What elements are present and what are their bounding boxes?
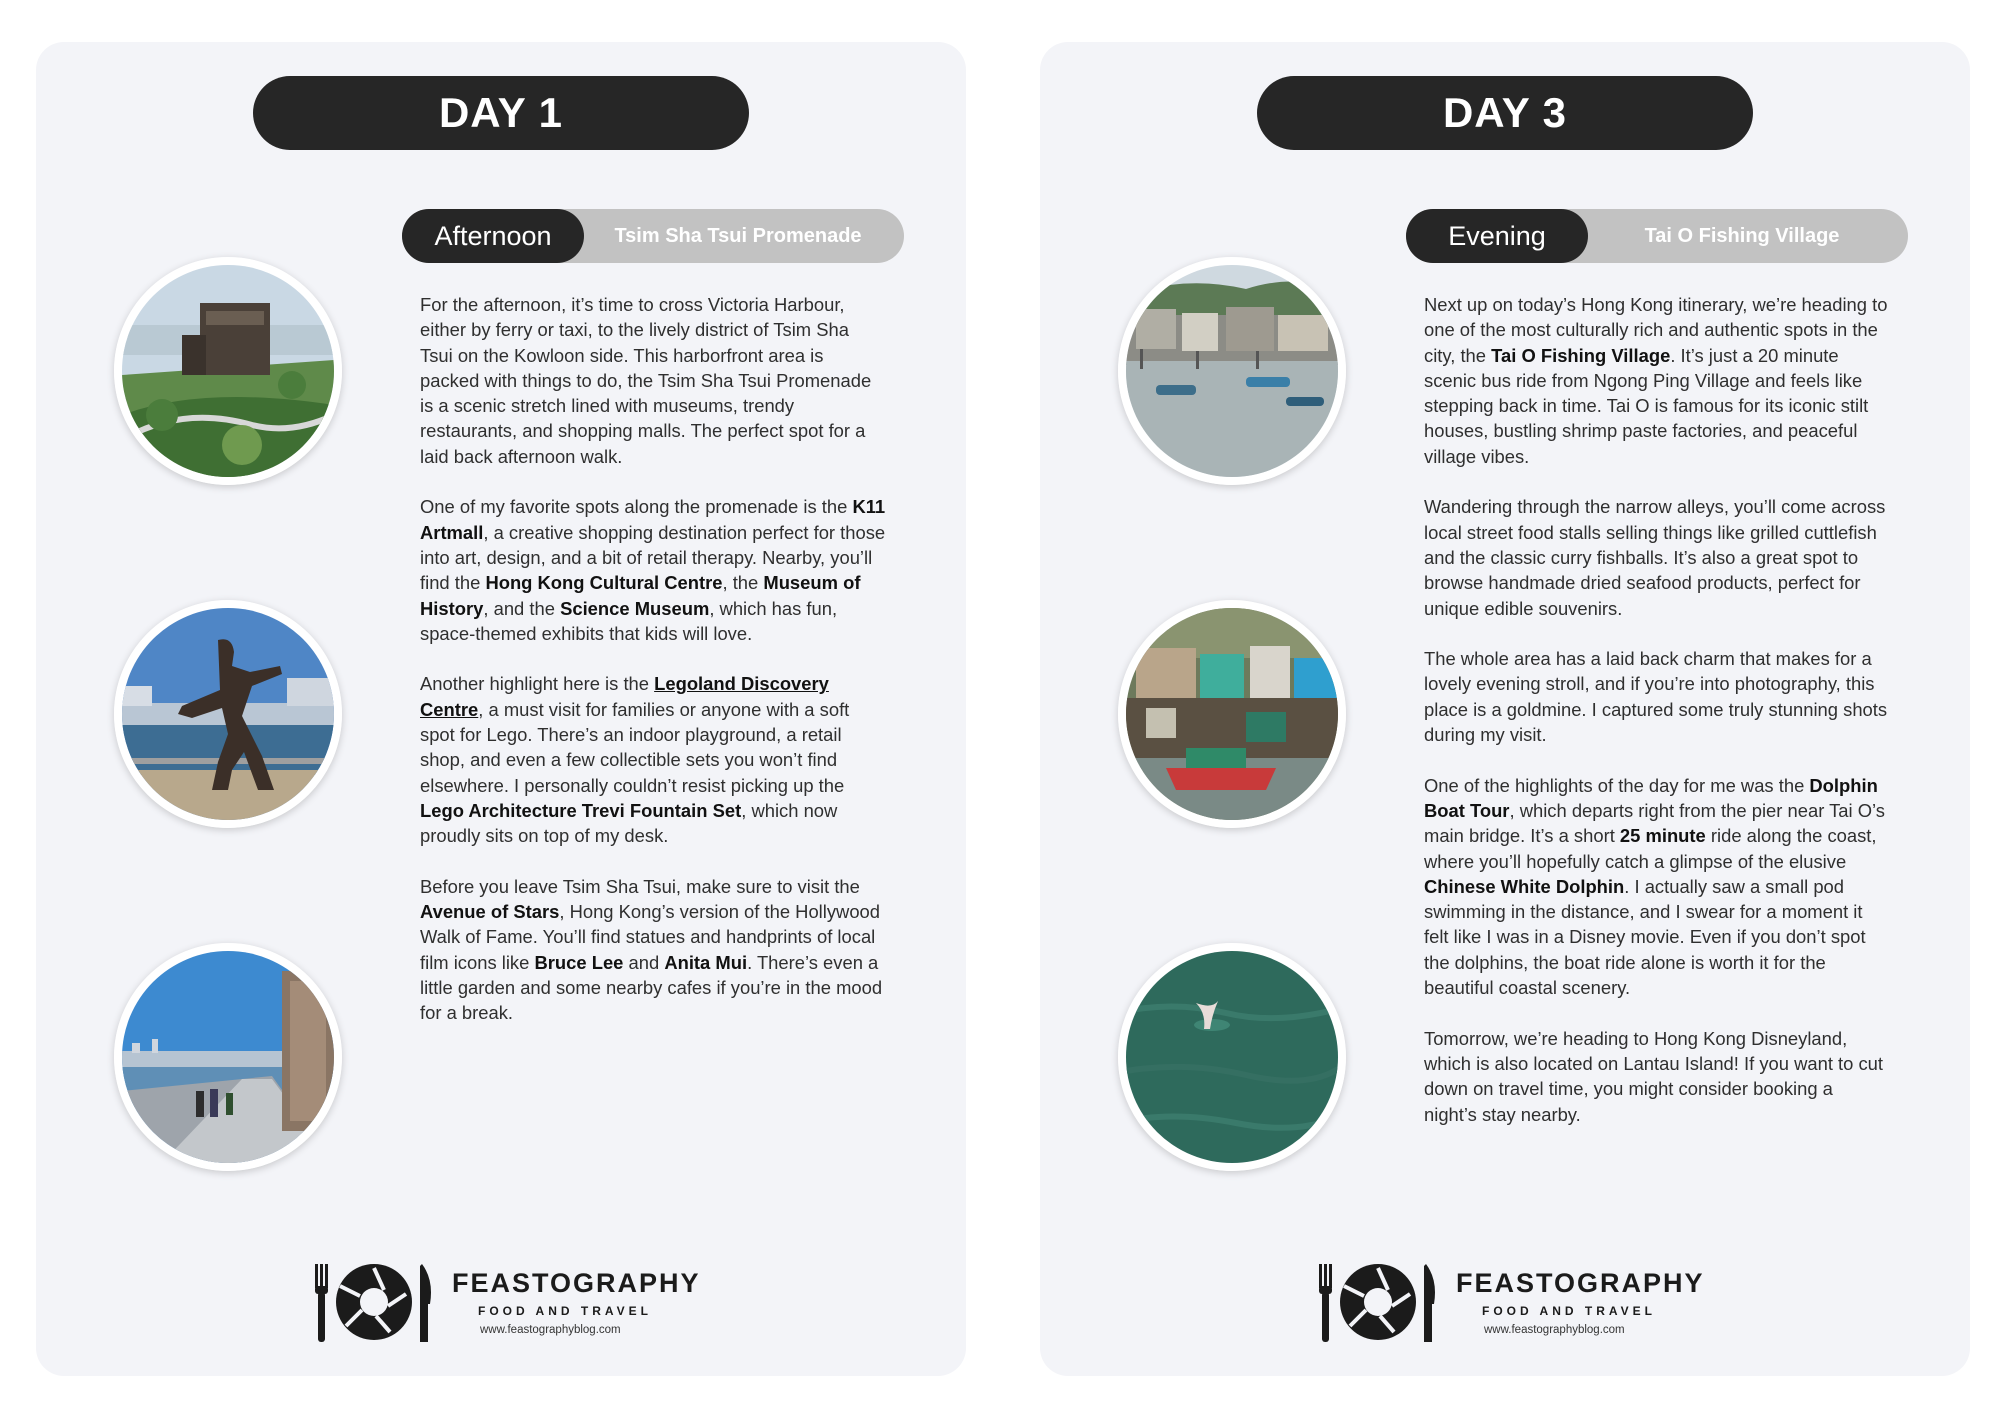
bold-highlight: Chinese White Dolphin	[1424, 875, 1625, 897]
museum-building-photo	[114, 257, 342, 485]
paragraph	[1424, 773, 1890, 1001]
brand-tagline: FOOD AND TRAVEL	[1482, 1304, 1656, 1318]
brand-logo	[310, 1260, 710, 1350]
text-run: Wandering through the narrow alleys, you’ll come across local street food stalls selling things like grilled cuttlefish and the classic curry fishballs. It’s also a great spot to browse handmade dried seafood products, perfect for unique edible souvenirs.	[1424, 496, 1886, 619]
paragraph	[1424, 292, 1890, 469]
location-label: Tsim Sha Tsui Promenade	[614, 224, 862, 247]
bold-highlight: Lego Architecture Trevi Fountain Set	[420, 799, 742, 821]
bold-highlight: Science Museum	[560, 597, 710, 619]
time-of-day-label: Afternoon	[402, 209, 584, 263]
paragraph	[420, 874, 886, 1026]
bold-highlight: K11 Artmall	[420, 496, 886, 543]
bruce-lee-statue-photo	[114, 600, 342, 828]
paragraph	[1424, 1026, 1890, 1127]
paragraph	[1424, 494, 1890, 620]
inline-link[interactable]: Legoland Discovery Centre	[420, 673, 829, 720]
brand-logo	[1314, 1260, 1714, 1350]
brand-url[interactable]: www.feastographyblog.com	[1484, 1324, 1625, 1336]
text-run: Before you leave Tsim Sha Tsui, make sure to visit the	[420, 875, 860, 897]
fork-camera-knife-logo-icon	[1314, 1260, 1446, 1350]
time-location-tag	[1406, 209, 1908, 263]
text-run: . There’s even a little garden and some nearby cafes if you’re in the mood for a break.	[420, 951, 883, 1024]
brand-name: FEASTOGRAPHY	[452, 1268, 701, 1298]
stilt-houses-photo	[1118, 257, 1346, 485]
text-run: Next up on today’s Hong Kong itinerary, we’re heading to one of the most culturally rich and authentic spots in the city, the	[1424, 294, 1888, 366]
time-of-day-label: Evening	[1406, 209, 1588, 263]
bold-highlight: Bruce Lee	[534, 951, 624, 973]
text-run: One of my favorite spots along the promenade is the	[420, 496, 853, 518]
paragraph	[420, 292, 886, 469]
harbour-promenade-photo	[114, 943, 342, 1171]
text-run: Tomorrow, we’re heading to Hong Kong Disneyland, which is also located on Lantau Island! If you want to cut down on travel time, you might consider booking a night’s stay nearby.	[1424, 1027, 1884, 1125]
text-run: , which now proudly sits on top of my desk.	[420, 799, 838, 847]
text-run: ride along the coast, where you’ll hopefully catch a glimpse of the elusive	[1424, 825, 1877, 872]
location-label: Tai O Fishing Village	[1644, 224, 1840, 247]
paragraph	[1424, 646, 1890, 747]
brand-tagline: FOOD AND TRAVEL	[478, 1304, 652, 1318]
text-run: The whole area has a laid back charm that makes for a lovely evening stroll, and if you’re into photography, this place is a goldmine. I captured some truly stunning shots during my visit.	[1424, 648, 1888, 746]
itinerary-page-day-3	[1040, 42, 1970, 1376]
text-run: , the	[722, 572, 764, 594]
text-run: , a must visit for families or anyone with a soft spot for Lego. There’s an indoor playground, a retail shop, and even a few collectible sets you won’t find elsewhere. I personally couldn’t resist picking up the	[420, 698, 850, 796]
fishing-village-boats-photo	[1118, 600, 1346, 828]
article-text	[420, 292, 886, 1051]
text-run: , which departs right from the pier near Tai O’s main bridge. It’s a short	[1424, 799, 1885, 847]
time-location-tag	[402, 209, 904, 263]
bold-highlight: Hong Kong Cultural Centre	[485, 572, 723, 594]
day-title: DAY 1	[253, 76, 749, 150]
bold-highlight: Museum of History	[420, 572, 861, 619]
fork-camera-knife-logo-icon	[310, 1260, 442, 1350]
text-run: . It’s just a 20 minute scenic bus ride from Ngong Ping Village and feels like stepping back in time. Tai O is famous for its iconic stilt houses, bustling shrimp paste factories, and peaceful village vibes.	[1424, 344, 1869, 467]
paragraph	[420, 671, 886, 848]
bold-highlight: Anita Mui	[664, 951, 748, 973]
text-run: Another highlight here is the	[420, 673, 655, 695]
text-run: One of the highlights of the day for me was the	[1424, 774, 1810, 796]
article-text	[1424, 292, 1890, 1152]
brand-url[interactable]: www.feastographyblog.com	[480, 1324, 621, 1336]
text-run: , which has fun, space-themed exhibits that kids will love.	[420, 597, 838, 644]
bold-highlight: Tai O Fishing Village	[1491, 344, 1671, 366]
day-title: DAY 3	[1257, 76, 1753, 150]
bold-highlight: Dolphin Boat Tour	[1424, 774, 1878, 821]
text-run: For the afternoon, it’s time to cross Victoria Harbour, either by ferry or taxi, to the lively district of Tsim Sha Tsui on the Kowloon side. This harborfront area is packed with things to do, the Tsim Sha Tsui Promenade is a scenic stretch lined with museums, trendy restaurants, and shopping malls. The perfect spot for a laid back afternoon walk.	[420, 294, 872, 467]
paragraph	[420, 494, 886, 646]
bold-highlight: 25 minute	[1619, 825, 1706, 847]
white-dolphin-photo	[1118, 943, 1346, 1171]
text-run: and	[623, 951, 665, 973]
text-run: . I actually saw a small pod swimming in the distance, and I swear for a moment it felt like I was in a Disney movie. Even if you don’t spot the dolphins, the boat ride alone is worth it for the beautiful coastal scenery.	[1424, 875, 1866, 999]
text-run: , and the	[483, 597, 561, 619]
text-run: , Hong Kong’s version of the Hollywood Walk of Fame. You’ll find statues and handprints of local film icons like	[420, 901, 881, 973]
bold-highlight: Avenue of Stars	[420, 901, 560, 923]
text-run: , a creative shopping destination perfect for those into art, design, and a bit of retail therapy. Nearby, you’ll find the	[420, 521, 886, 594]
brand-name: FEASTOGRAPHY	[1456, 1268, 1705, 1298]
itinerary-page-day-1	[36, 42, 966, 1376]
